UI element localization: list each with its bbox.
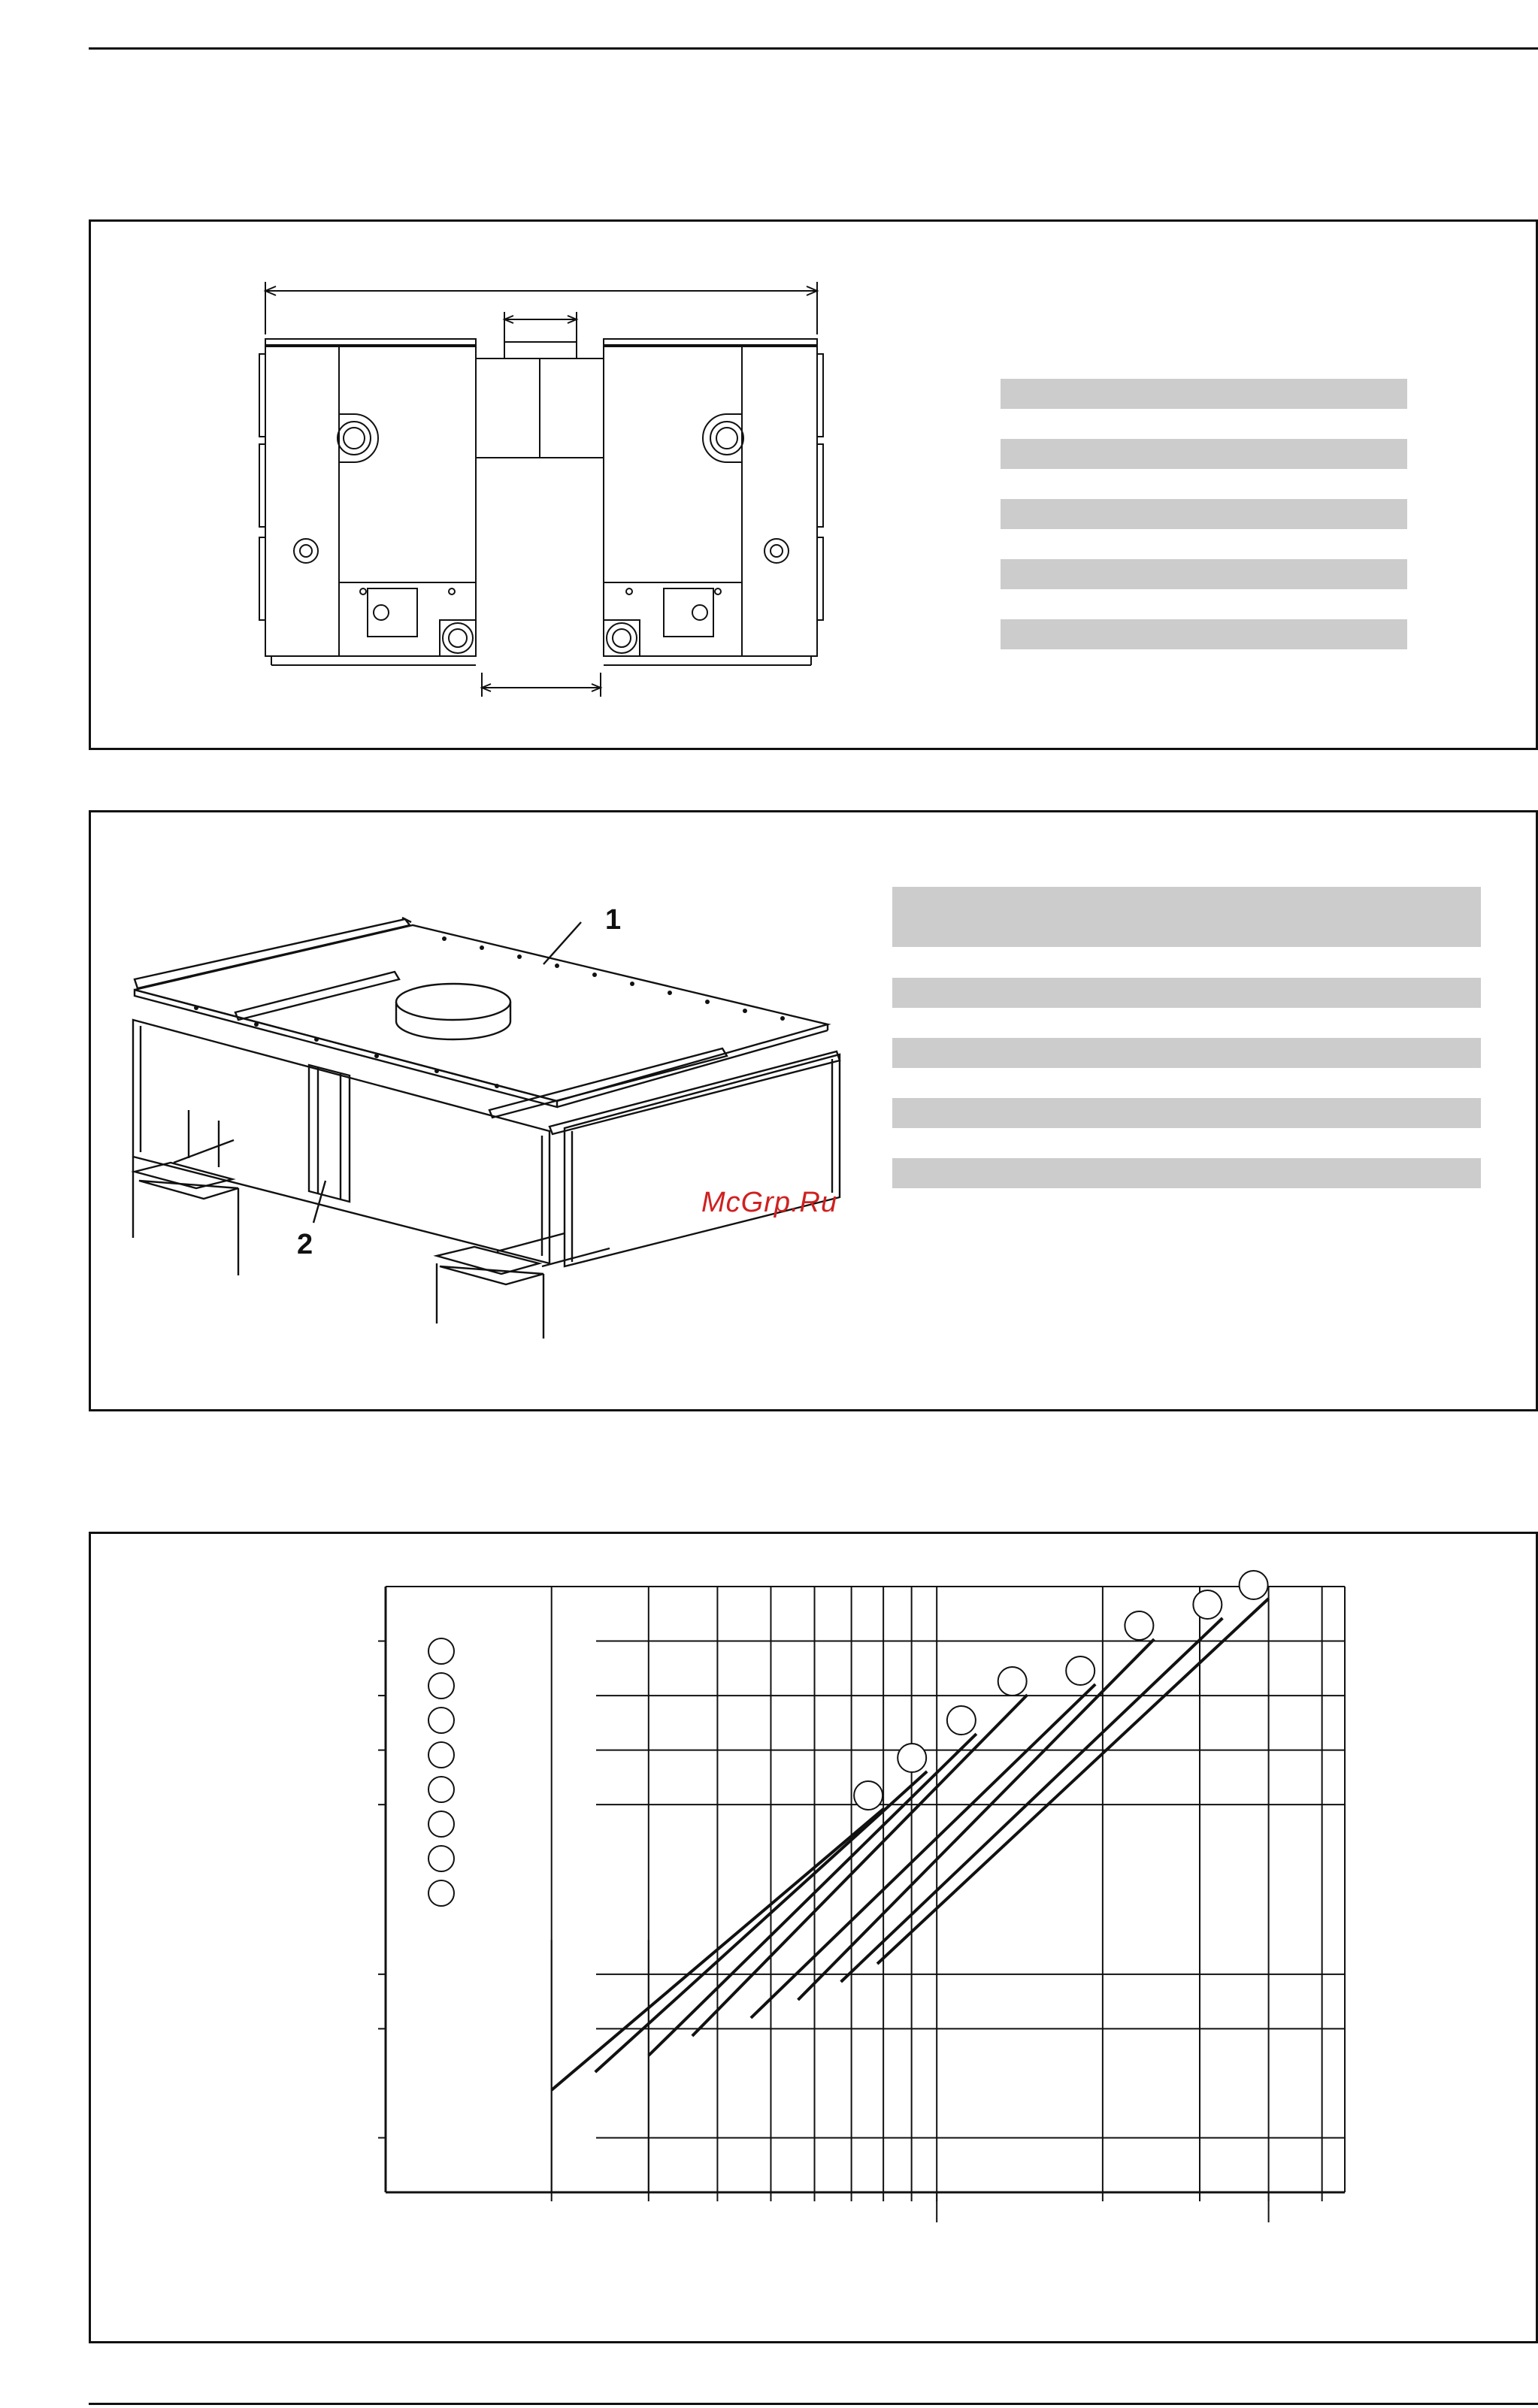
legend-bar-2: [1001, 439, 1407, 469]
figure-3-panel: [89, 1532, 1538, 2343]
legend-marker: [428, 1708, 454, 1733]
series-line: [692, 1695, 1028, 2036]
callout-2: 2: [297, 1229, 313, 1260]
legend-bar-1: [1001, 379, 1407, 409]
series-line: [751, 1684, 1095, 2018]
series-marker: [1193, 1590, 1222, 1619]
legend-bar-6: [892, 887, 1481, 947]
legend-marker: [428, 1673, 454, 1699]
figure-1-panel: [89, 219, 1538, 750]
figure-2-panel: [89, 810, 1538, 1411]
legend-bar-4: [1001, 559, 1407, 589]
legend-bar-7: [892, 978, 1481, 1008]
watermark: McGrp.Ru: [701, 1187, 838, 1218]
legend-marker: [428, 1811, 454, 1837]
legend-bar-3: [1001, 499, 1407, 529]
series-line: [841, 1618, 1223, 1982]
legend-marker: [428, 1638, 454, 1664]
legend-marker: [428, 1880, 454, 1906]
chart: [91, 1534, 1536, 2341]
series-marker: [854, 1781, 883, 1810]
bottom-rule: [89, 2403, 1538, 2405]
series-marker: [1240, 1571, 1268, 1599]
legend-marker: [428, 1742, 454, 1768]
callout-1: 1: [605, 904, 622, 936]
series-marker: [898, 1744, 926, 1772]
series-line: [649, 1734, 976, 2056]
legend-bar-8: [892, 1038, 1481, 1068]
legend-marker: [428, 1777, 454, 1802]
legend-bar-10: [892, 1158, 1481, 1188]
figure-2-drawing: [91, 812, 918, 1414]
legend-bar-5: [1001, 619, 1407, 649]
series-marker: [998, 1667, 1027, 1696]
series-marker: [1066, 1656, 1094, 1685]
figure-1-drawing: [91, 222, 918, 752]
series-line: [877, 1599, 1269, 1964]
series-marker: [1125, 1611, 1153, 1640]
series-marker: [947, 1706, 976, 1735]
top-rule: [89, 47, 1538, 50]
legend-marker: [428, 1846, 454, 1871]
legend-bar-9: [892, 1098, 1481, 1128]
